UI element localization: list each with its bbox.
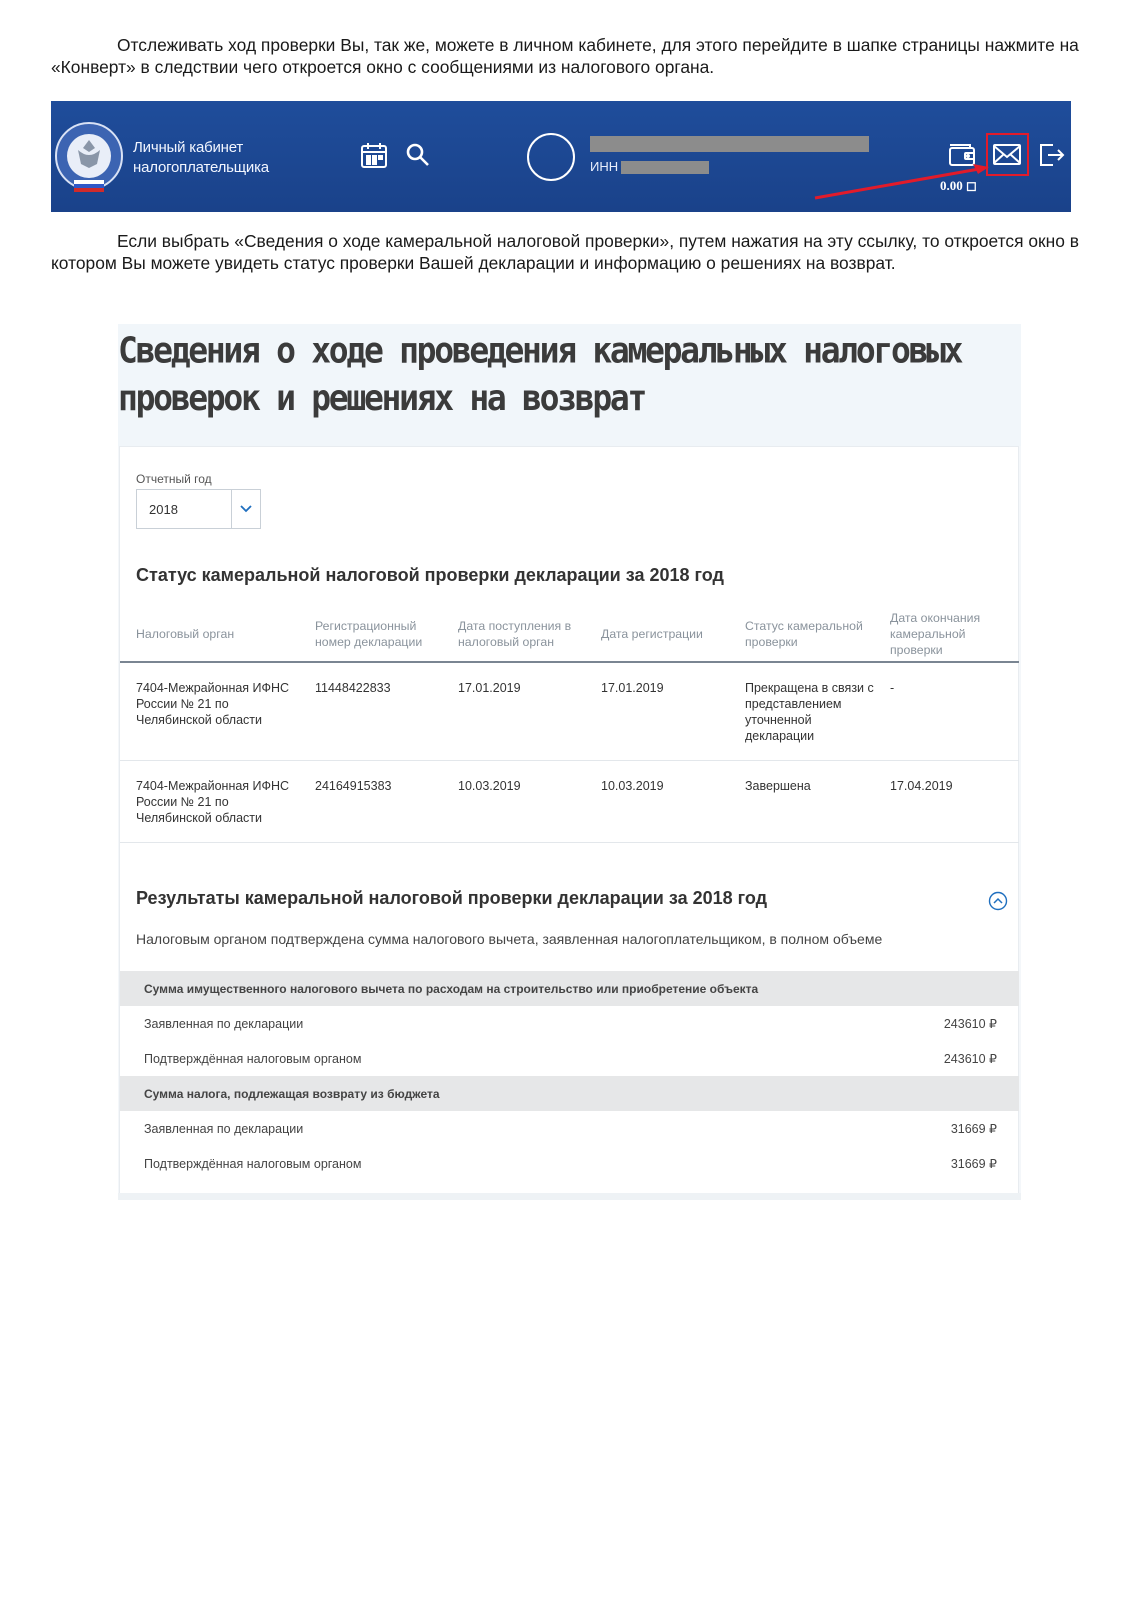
amount-label: Подтверждённая налоговым органом: [144, 1051, 362, 1066]
year-select-divider: [231, 490, 232, 528]
received-date-cell: 17.01.2019: [458, 662, 601, 761]
amount-value: 31669 ₽: [950, 1157, 997, 1171]
section-heading-text: Сумма налога, подлежащая возврату из бюджета: [144, 1086, 440, 1101]
second-paragraph: [51, 231, 1081, 274]
section-heading-text: Сумма имущественного налогового вычета по расходам на строительство или приобретение объекта: [144, 981, 759, 996]
year-select-value: 2018: [149, 502, 178, 517]
redacted-inn: [621, 161, 709, 174]
status-table: [120, 607, 1019, 843]
amounts-table: [120, 971, 1019, 1181]
card-bottom-edge: [118, 1193, 1021, 1200]
status-cell: Завершена: [745, 761, 890, 843]
cabinet-header: [51, 101, 1071, 212]
results-text: Налоговым органом подтверждена сумма налогового вычета, заявленная налогоплательщиком, в полном объеме: [136, 931, 883, 947]
tax-office-cell: 7404-Межрайонная ИФНС России № 21 по Челябинской области: [120, 761, 315, 843]
avatar[interactable]: [527, 133, 575, 181]
column-header: Дата поступления в налоговый орган: [458, 607, 601, 662]
pointer-arrow: [811, 161, 1011, 206]
inn-label: ИНН: [590, 159, 619, 174]
column-header: Дата окончания камеральной проверки: [890, 607, 1019, 662]
chevron-up-circle-icon[interactable]: [988, 891, 1008, 911]
brand-line1: Личный кабинет: [133, 139, 244, 156]
amount-row: [120, 1111, 1019, 1146]
reg-number-cell: 24164915383: [315, 761, 458, 843]
received-date-cell: 10.03.2019: [458, 761, 601, 843]
calendar-icon[interactable]: [360, 141, 388, 169]
card-header: [118, 324, 1021, 446]
amount-value: 243610 ₽: [943, 1017, 997, 1031]
search-icon[interactable]: [405, 142, 431, 168]
section-heading: [120, 971, 1019, 1006]
section-heading: [120, 1076, 1019, 1111]
inspection-card-screenshot: [118, 324, 1021, 1200]
end-date-cell: -: [890, 662, 1019, 761]
redacted-name: [590, 136, 869, 152]
tax-office-cell: 7404-Межрайонная ИФНС России № 21 по Челябинской области: [120, 662, 315, 761]
column-header: Регистрационный номер декларации: [315, 607, 458, 662]
reg-number-cell: 11448422833: [315, 662, 458, 761]
logout-icon[interactable]: [1037, 141, 1065, 169]
amount-row: [120, 1006, 1019, 1041]
brand-title[interactable]: [133, 138, 269, 178]
amount-label: Заявленная по декларации: [144, 1016, 304, 1031]
chevron-down-icon[interactable]: [239, 504, 253, 514]
column-header: Налоговый орган: [120, 607, 315, 662]
end-date-cell: 17.04.2019: [890, 761, 1019, 843]
status-title: Статус камеральной налоговой проверки декларации за 2018 год: [136, 565, 724, 585]
intro-paragraph: [51, 35, 1081, 78]
amount-row: [120, 1041, 1019, 1076]
results-title: Результаты камеральной налоговой проверки декларации за 2018 год: [136, 888, 768, 908]
table-row: [120, 662, 1019, 761]
year-label: Отчетный год: [136, 472, 212, 486]
amount-value: 31669 ₽: [950, 1122, 997, 1136]
status-table-header: [120, 607, 1019, 662]
balance: 0.00 ◻: [940, 178, 977, 193]
year-select[interactable]: [136, 489, 261, 529]
second-paragraph-text: Если выбрать «Сведения о ходе камеральной налоговой проверки», путем нажатия на эту ссылку, то откроется окно в котором Вы можете увидеть статус проверки Вашей декларации и информацию о решениях на возврат.: [51, 231, 1079, 273]
brand-line2: налогоплательщика: [133, 159, 269, 176]
column-header: Статус камеральной проверки: [745, 607, 890, 662]
reg-date-cell: 10.03.2019: [601, 761, 745, 843]
amount-value: 243610 ₽: [943, 1052, 997, 1066]
card-body: [119, 446, 1019, 1194]
fns-emblem-icon: [54, 120, 124, 196]
page-title: Сведения о ходе проведения камеральных налоговых проверок и решениях на возврат: [118, 329, 962, 419]
column-header: Дата регистрации: [601, 607, 745, 662]
table-row: [120, 761, 1019, 843]
amount-row: [120, 1146, 1019, 1181]
amount-label: Подтверждённая налоговым органом: [144, 1156, 362, 1171]
intro-paragraph-text: Отслеживать ход проверки Вы, так же, можете в личном кабинете, для этого перейдите в шапке страницы нажмите на «Конверт» в следствии чего откроется окно с сообщениями из налогового органа.: [51, 35, 1079, 77]
amount-label: Заявленная по декларации: [144, 1121, 304, 1136]
reg-date-cell: 17.01.2019: [601, 662, 745, 761]
status-cell: Прекращена в связи с представлением уточненной декларации: [745, 662, 890, 761]
